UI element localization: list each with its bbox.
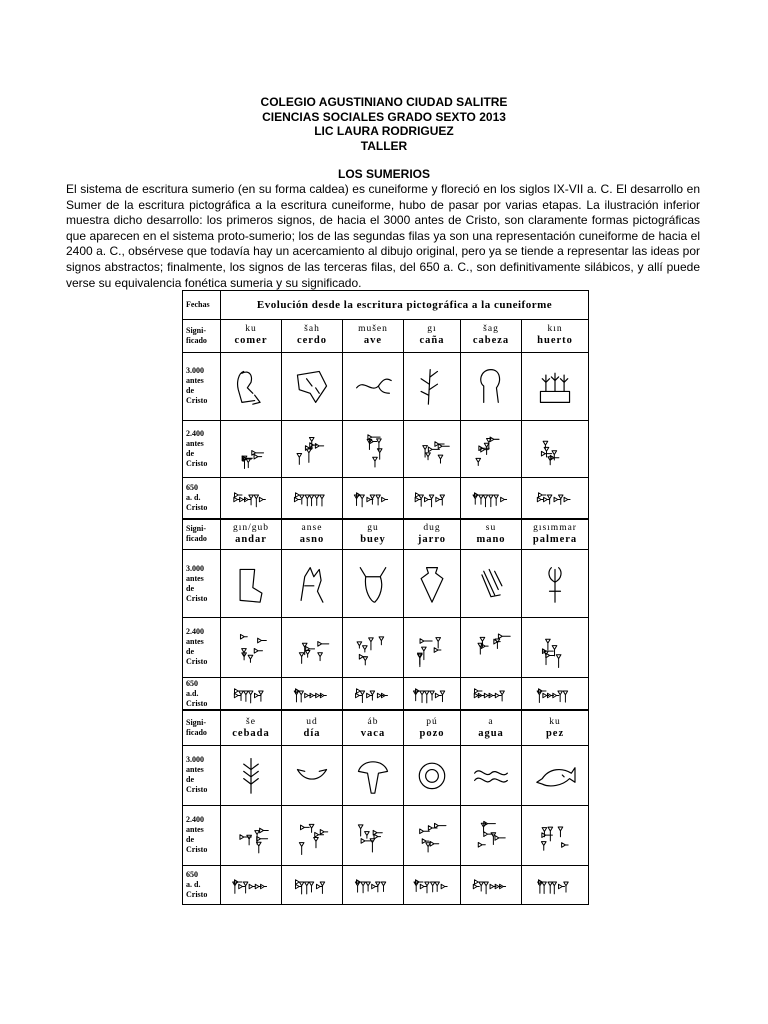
section-title: LOS SUMERIOS xyxy=(337,167,430,181)
glyph-cell xyxy=(343,549,404,617)
meaning-row-label: Signi- ficado xyxy=(183,710,221,745)
cuneiform-650-glyph xyxy=(535,876,575,894)
glyph-cell xyxy=(404,677,461,710)
word-cell xyxy=(221,519,282,550)
glyph-cell xyxy=(221,477,282,518)
cuneiform-2400-glyph xyxy=(295,818,329,852)
pig-glyph xyxy=(292,366,332,406)
cuneiform-2400-glyph xyxy=(415,818,449,852)
glyph-cell xyxy=(221,865,282,904)
meaning-row xyxy=(183,710,589,745)
glyph-cell xyxy=(404,805,461,865)
cuneiform-2400-glyph xyxy=(234,818,268,852)
word-cell xyxy=(522,319,589,352)
glyph-cell xyxy=(461,477,522,518)
glyph-cell xyxy=(522,549,589,617)
cuneiform-650-glyph xyxy=(353,685,393,703)
glyph-cell xyxy=(221,677,282,710)
word-meaning: buey xyxy=(360,533,386,545)
phonetic-value: kın xyxy=(547,324,563,335)
glyph-cell xyxy=(522,677,589,710)
glyph-cell xyxy=(404,618,461,678)
period-row xyxy=(183,421,589,478)
word-cell xyxy=(282,710,343,745)
donkey-glyph xyxy=(292,564,332,604)
cuneiform-650-glyph xyxy=(535,685,575,703)
fish-glyph xyxy=(535,755,575,795)
cuneiform-2400-glyph xyxy=(234,432,268,466)
word-cell xyxy=(343,519,404,550)
orchard-glyph xyxy=(535,366,575,406)
word-meaning: palmera xyxy=(532,533,578,545)
word-cell xyxy=(461,710,522,745)
glyph-cell xyxy=(282,421,343,478)
word-cell xyxy=(343,710,404,745)
glyph-cell xyxy=(461,421,522,478)
glyph-cell xyxy=(221,421,282,478)
reed-glyph xyxy=(412,366,452,406)
word-cell xyxy=(221,710,282,745)
bird-glyph xyxy=(353,366,393,406)
word-meaning: mano xyxy=(476,533,506,545)
period-label: 650 a. d. Cristo xyxy=(183,477,221,518)
phonetic-value: áb xyxy=(367,716,379,727)
glyph-cell xyxy=(522,805,589,865)
glyph-cell xyxy=(522,421,589,478)
glyph-cell xyxy=(461,865,522,904)
cuneiform-650-glyph xyxy=(353,489,393,507)
word-meaning: pozo xyxy=(419,727,445,739)
glyph-cell xyxy=(282,805,343,865)
cuneiform-2400-glyph xyxy=(474,432,508,466)
word-cell xyxy=(522,519,589,550)
glyph-cell xyxy=(221,549,282,617)
cuneiform-2400-glyph xyxy=(356,818,390,852)
phonetic-value: šah xyxy=(304,324,320,335)
glyph-cell xyxy=(522,865,589,904)
meaning-row-label: Signi- ficado xyxy=(183,519,221,550)
glyph-cell xyxy=(404,549,461,617)
phonetic-value: su xyxy=(485,522,497,533)
cow-glyph xyxy=(353,755,393,795)
cuneiform-2400-glyph xyxy=(474,818,508,852)
glyph-cell xyxy=(343,865,404,904)
phonetic-value: gu xyxy=(367,522,379,533)
period-label: 2.400 antes de Cristo xyxy=(183,421,221,478)
cuneiform-650-glyph xyxy=(412,489,452,507)
cuneiform-650-glyph xyxy=(292,685,332,703)
well-glyph xyxy=(412,755,452,795)
word-meaning: cabeza xyxy=(472,335,510,347)
phonetic-value: gın/gub xyxy=(232,522,270,533)
cuneiform-650-glyph xyxy=(471,685,511,703)
glyph-cell xyxy=(522,746,589,806)
period-row xyxy=(183,865,589,904)
phonetic-value: pú xyxy=(426,716,438,727)
glyph-cell xyxy=(221,618,282,678)
meaning-row-label: Signi- ficado xyxy=(183,319,221,352)
phonetic-value: dug xyxy=(423,522,441,533)
glyph-cell xyxy=(343,477,404,518)
cuneiform-650-glyph xyxy=(353,876,393,894)
phonetic-value: gı xyxy=(427,324,437,335)
glyph-cell xyxy=(404,477,461,518)
cuneiform-650-glyph xyxy=(292,489,332,507)
glyph-cell xyxy=(282,746,343,806)
cuneiform-650-glyph xyxy=(231,685,271,703)
table-caption: Evolución desde la escritura pictográfica a la cuneiforme xyxy=(221,291,589,320)
period-label: 650 a. d. Cristo xyxy=(183,865,221,904)
cuneiform-650-glyph xyxy=(412,685,452,703)
phonetic-value: ku xyxy=(245,324,257,335)
cuneiform-2400-glyph xyxy=(295,432,329,466)
cuneiform-2400-glyph xyxy=(415,630,449,664)
glyph-cell xyxy=(343,677,404,710)
period-row xyxy=(183,549,589,617)
glyph-cell xyxy=(282,477,343,518)
cuneiform-650-glyph xyxy=(231,876,271,894)
period-row xyxy=(183,477,589,518)
glyph-cell xyxy=(461,677,522,710)
course-name: CIENCIAS SOCIALES GRADO SEXTO 2013 xyxy=(262,109,506,124)
period-label: 3.000 antes de Cristo xyxy=(183,746,221,806)
water-glyph xyxy=(471,755,511,795)
word-cell xyxy=(282,319,343,352)
glyph-cell xyxy=(282,865,343,904)
meaning-row xyxy=(183,519,589,550)
cuneiform-650-glyph xyxy=(471,876,511,894)
foot-glyph xyxy=(231,564,271,604)
word-cell xyxy=(404,319,461,352)
cuneiform-650-glyph xyxy=(535,489,575,507)
glyph-cell xyxy=(461,352,522,420)
word-meaning: ave xyxy=(363,335,383,347)
cuneiform-2400-glyph xyxy=(538,630,572,664)
phonetic-value: anse xyxy=(301,522,323,533)
glyph-cell xyxy=(282,677,343,710)
glyph-cell xyxy=(404,865,461,904)
word-cell xyxy=(461,319,522,352)
dates-column-header: Fechas xyxy=(183,291,221,320)
glyph-cell xyxy=(343,421,404,478)
word-meaning: andar xyxy=(235,533,267,545)
cuneiform-650-glyph xyxy=(231,489,271,507)
palm-glyph xyxy=(535,564,575,604)
glyph-cell xyxy=(522,477,589,518)
phonetic-value: a xyxy=(488,716,494,727)
word-meaning: jarro xyxy=(417,533,447,545)
period-row xyxy=(183,618,589,678)
day-glyph xyxy=(292,755,332,795)
head-eating-glyph xyxy=(231,366,271,406)
glyph-cell xyxy=(282,618,343,678)
glyph-cell xyxy=(404,746,461,806)
period-row xyxy=(183,805,589,865)
table-header-row xyxy=(183,291,589,320)
word-meaning: vaca xyxy=(360,727,386,739)
document-header xyxy=(0,95,768,153)
phonetic-value: gısımmar xyxy=(533,522,577,533)
glyph-cell xyxy=(343,746,404,806)
word-cell xyxy=(404,519,461,550)
period-row xyxy=(183,352,589,420)
word-meaning: asno xyxy=(299,533,325,545)
head-glyph xyxy=(471,366,511,406)
word-meaning: agua xyxy=(478,727,504,739)
jar-glyph xyxy=(412,564,452,604)
word-meaning: cebada xyxy=(232,727,270,739)
phonetic-value: šag xyxy=(483,324,499,335)
period-label: 650 a.d. Cristo xyxy=(183,677,221,710)
cuneiform-2400-glyph xyxy=(356,630,390,664)
cuneiform-2400-glyph xyxy=(356,432,390,466)
word-cell xyxy=(404,710,461,745)
cuneiform-650-glyph xyxy=(471,489,511,507)
phonetic-value: mušen xyxy=(358,324,388,335)
period-label: 3.000 antes de Cristo xyxy=(183,352,221,420)
glyph-cell xyxy=(282,549,343,617)
document-type: TALLER xyxy=(360,138,408,153)
period-label: 2.400 antes de Cristo xyxy=(183,805,221,865)
cuneiform-2400-glyph xyxy=(234,630,268,664)
glyph-cell xyxy=(522,352,589,420)
glyph-cell xyxy=(221,805,282,865)
glyph-cell xyxy=(221,746,282,806)
word-cell xyxy=(461,519,522,550)
phonetic-value: ud xyxy=(306,716,318,727)
cuneiform-2400-glyph xyxy=(415,432,449,466)
cuneiform-650-glyph xyxy=(412,876,452,894)
glyph-cell xyxy=(221,352,282,420)
word-cell xyxy=(343,319,404,352)
intro-paragraph: El sistema de escritura sumerio (en su forma caldea) es cuneiforme y floreció en los siglos IX-VII a. C. El desarrollo en Sumer de la escritura pictográfica a la escritura cuneiforme, hubo de pasar por varias etapas. La ilustración inferior muestra dicho desarrollo: los primeros signos, de hacia el 3000 antes de Cristo, son claramente formas pictográficas que aparecen en el sistema proto-sumerio; los de las segundas filas ya son una representación cuneiforme de hacia el 2400 a. C., obsérvese que todavía hay un acercamiento al dibujo original, pero ya se tiende a representar las ideas por signos abstractos; finalmente, los signos de las terceras filas, del 650 a. C., son definitivamente silábicos, y allí puede verse su equivalencia fonética sumeria y su significado. xyxy=(66,182,700,290)
glyph-cell xyxy=(461,805,522,865)
word-cell xyxy=(282,519,343,550)
cuneiform-2400-glyph xyxy=(474,630,508,664)
glyph-cell xyxy=(282,352,343,420)
cuneiform-2400-glyph xyxy=(538,432,572,466)
word-cell xyxy=(522,710,589,745)
word-meaning: pez xyxy=(545,727,565,739)
word-meaning: comer xyxy=(234,335,268,347)
school-name: COLEGIO AGUSTINIANO CIUDAD SALITRE xyxy=(260,95,508,109)
word-meaning: cerdo xyxy=(296,335,328,347)
period-row xyxy=(183,746,589,806)
glyph-cell xyxy=(461,618,522,678)
glyph-cell xyxy=(522,618,589,678)
meaning-row xyxy=(183,319,589,352)
period-row xyxy=(183,677,589,710)
ox-glyph xyxy=(353,564,393,604)
glyph-cell xyxy=(343,352,404,420)
hand-glyph xyxy=(471,564,511,604)
glyph-cell xyxy=(461,746,522,806)
period-label: 2.400 antes de Cristo xyxy=(183,618,221,678)
word-meaning: día xyxy=(303,727,321,739)
glyph-cell xyxy=(404,421,461,478)
cuneiform-2400-glyph xyxy=(538,818,572,852)
phonetic-value: ku xyxy=(549,716,561,727)
glyph-cell xyxy=(343,618,404,678)
glyph-cell xyxy=(404,352,461,420)
cuneiform-2400-glyph xyxy=(295,630,329,664)
word-meaning: huerto xyxy=(537,335,573,347)
evolution-table xyxy=(182,290,589,905)
barley-glyph xyxy=(231,755,271,795)
teacher-name: LIC LAURA RODRIGUEZ xyxy=(314,124,454,138)
glyph-cell xyxy=(343,805,404,865)
glyph-cell xyxy=(461,549,522,617)
phonetic-value: še xyxy=(246,716,256,727)
cuneiform-650-glyph xyxy=(292,876,332,894)
word-meaning: caña xyxy=(419,335,445,347)
period-label: 3.000 antes de Cristo xyxy=(183,549,221,617)
word-cell xyxy=(221,319,282,352)
